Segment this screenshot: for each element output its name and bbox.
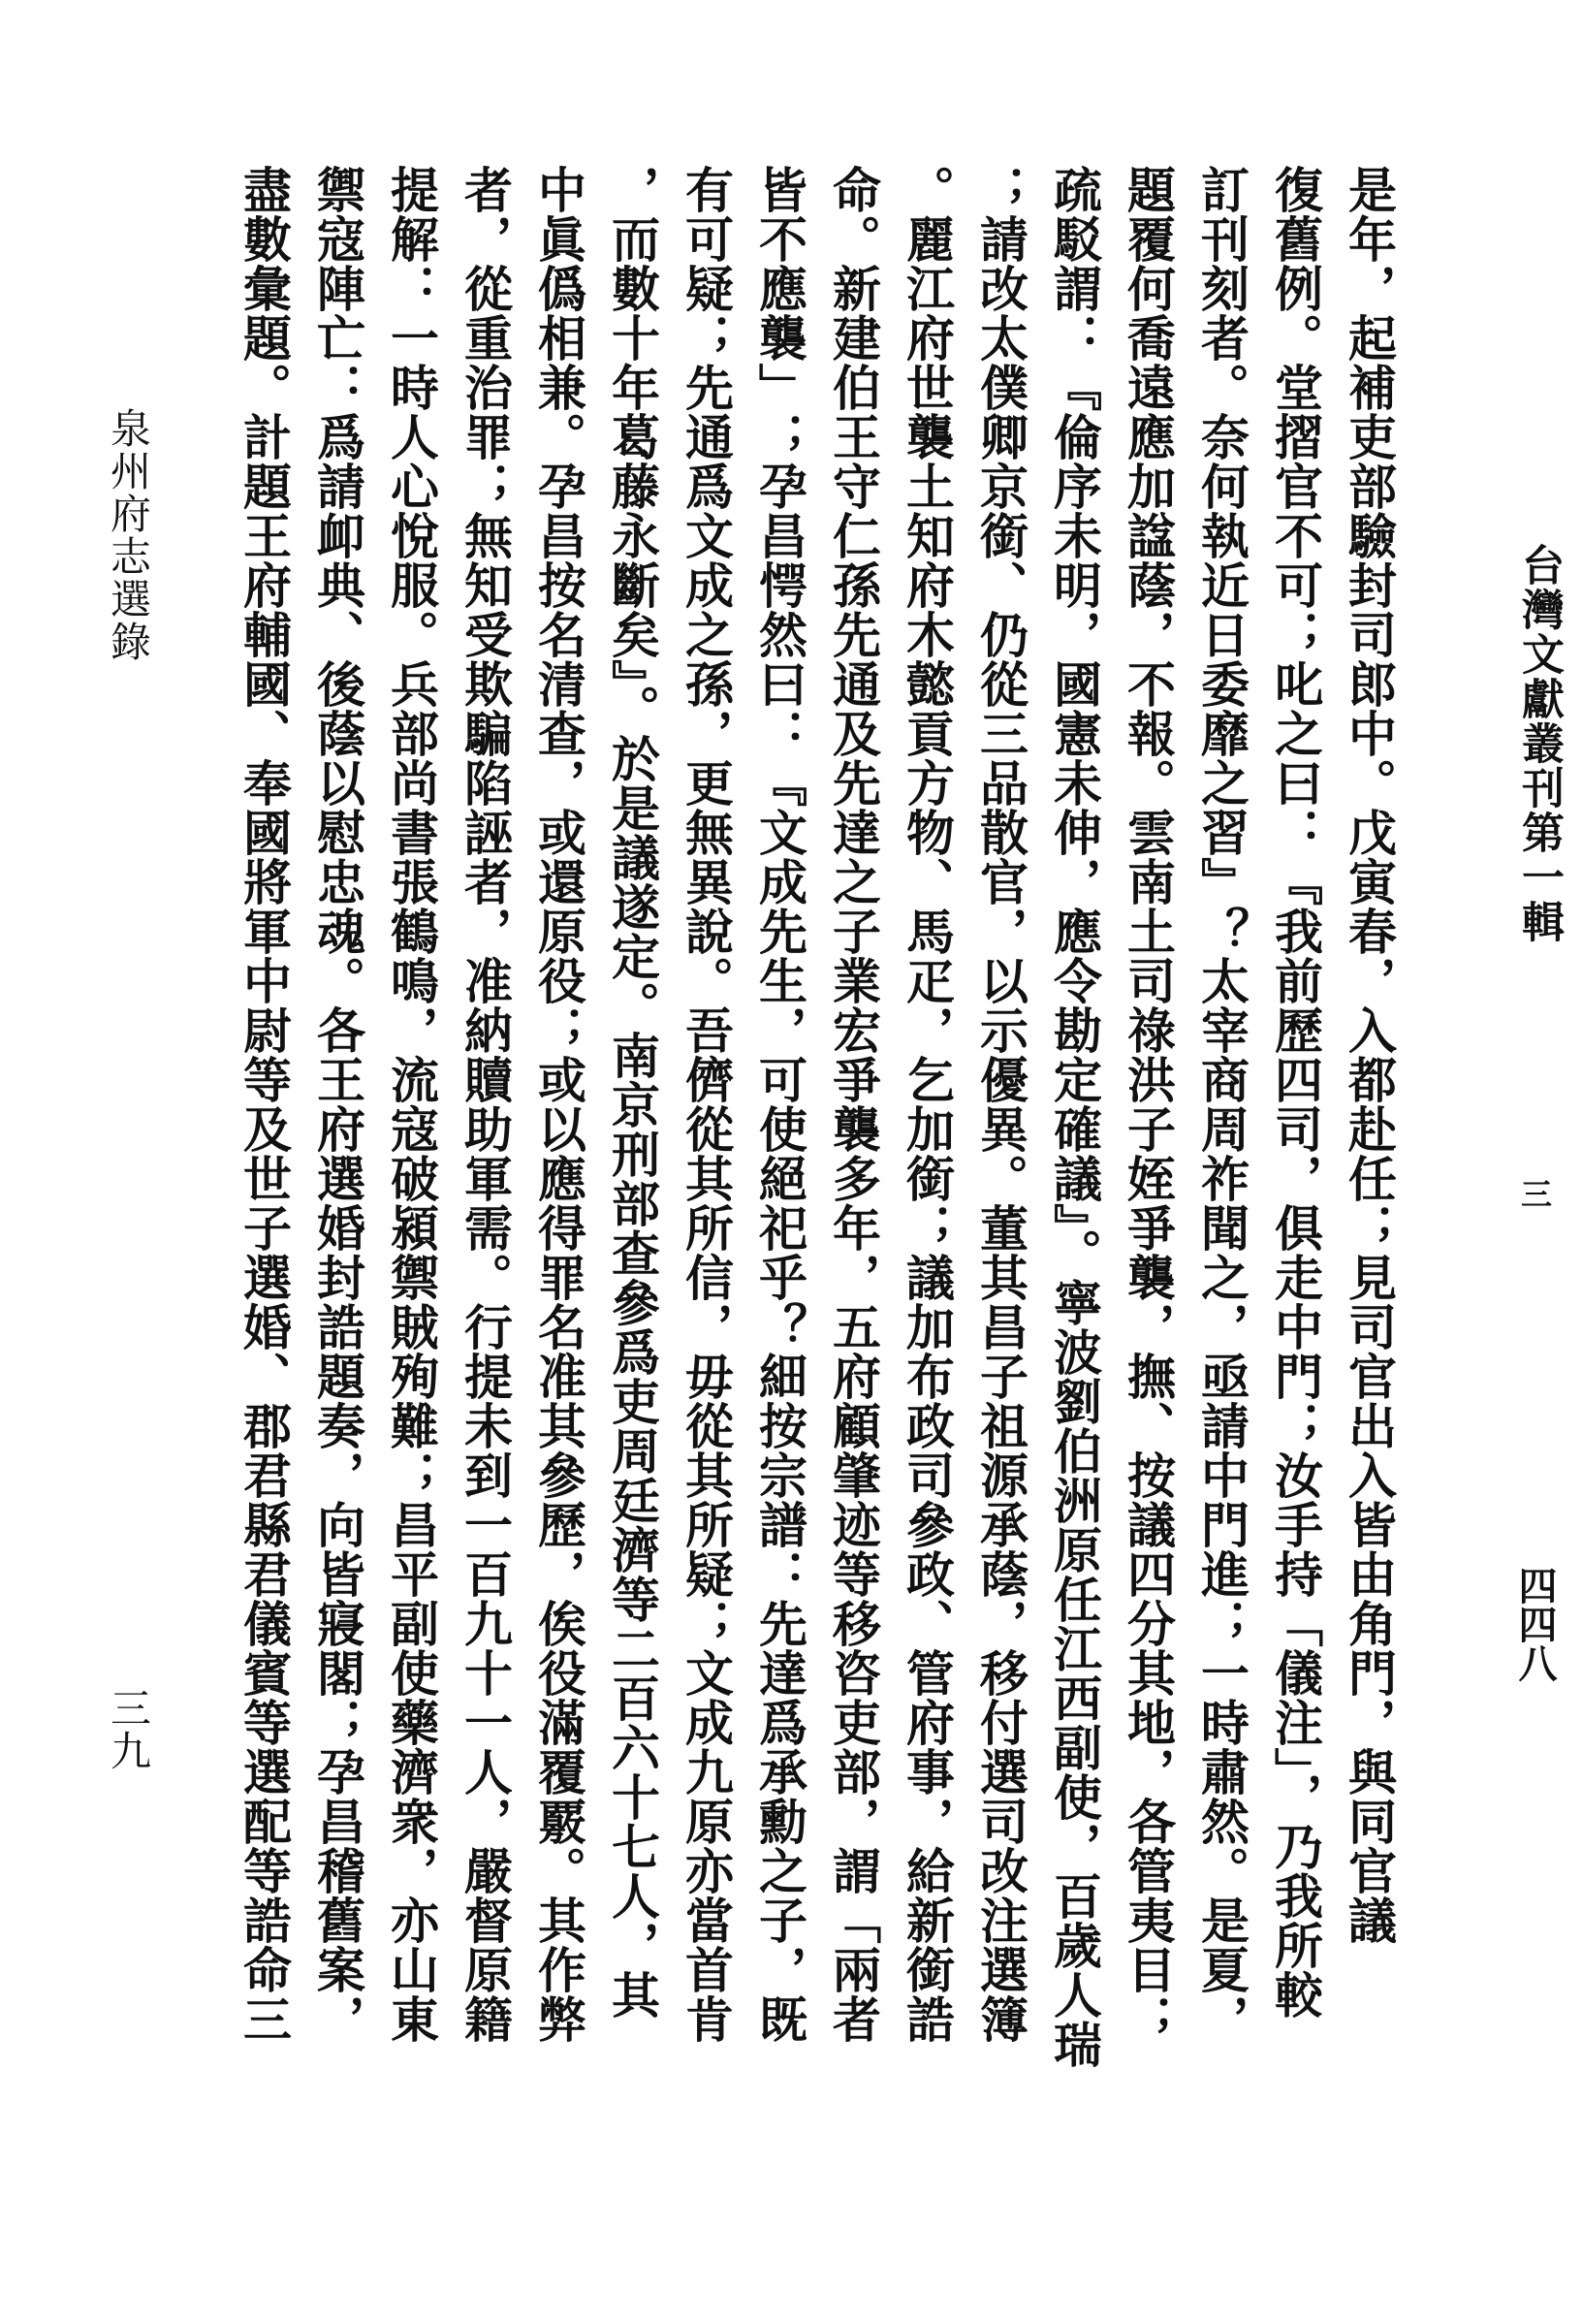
series-title: 台灣文獻叢刊第一輯 (1514, 543, 1564, 944)
text-column: 訂刊刻者。奈何執近日委靡之習』？太宰商周祚聞之，亟請中門進；一時肅然。是夏， (1193, 165, 1250, 2044)
page-number: 三九 (105, 1687, 152, 1772)
text-column: 者，從重治罪；無知受欺騙陷誣者，准納贖助軍需。行提未到一百九十一人，嚴督原籍 (457, 165, 514, 2044)
text-column: 題覆何喬遠應加諡蔭，不報。雲南土司祿洪子姪爭襲，撫、按議四分其地，各管夷目； (1120, 165, 1177, 2044)
header-seal: 四四八 (1512, 1566, 1558, 1682)
body-text (184, 165, 1406, 2123)
text-column: ；請改太僕卿京銜、仍從三品散官，以示優異。董其昌子祖源承蔭，移付選司改注選簿 (972, 165, 1029, 2044)
header-mark: 三 (1516, 1178, 1553, 1209)
text-column: 盡數彙題。計題王府輔國、奉國將軍中尉等及世子選婚、郡君縣君儀賓等選配等誥命三 (236, 165, 293, 2044)
text-column: 。麗江府世襲土知府木懿貢方物、馬疋，乞加銜；議加布政司參政、管府事，給新銜誥 (899, 165, 956, 2044)
text-column: 疏駁謂：『倫序未明，國憲未伸，應令勘定確議』。寧波劉伯洲原任江西副使，百歲人瑞 (1046, 165, 1103, 2069)
text-column: 皆不應襲」；孕昌愕然曰：『文成先生，可使絕祀乎？細按宗譜：先達爲承勳之子，既 (751, 165, 808, 2044)
text-column: 中眞僞相兼。孕昌按名清查，或還原役；或以應得罪名准其參歷，俟役滿覆覈。其作弊 (530, 165, 587, 2044)
text-column: 提解：一時人心悅服。兵部尚書張鶴鳴，流寇破潁禦賊殉難；昌平副使藥濟衆，亦山東 (383, 165, 440, 2044)
book-title: 泉州府志選錄 (105, 407, 152, 663)
text-column: 禦寇陣亡：爲請卹典、後蔭以慰忠魂。各王府選婚封誥題奏，向皆寢閣；孕昌稽舊案， (309, 165, 366, 2044)
text-column: 有可疑；先通爲文成之孫，更無異說。吾儕從其所信，毋從其所疑；文成九原亦當首肯 (678, 165, 735, 2044)
text-column: ，而數十年葛藤永斷矣』。於是議遂定。南京刑部查參爲吏周廷濟等二百六十七人，其 (604, 165, 661, 2020)
text-column: 是年，起補吏部驗封司郎中。戊寅春，入都赴任；見司官出入皆由角門，與同官議 (1341, 165, 1398, 1945)
text-column: 復舊例。堂摺官不可；叱之曰：『我前歷四司，俱走中門；汝手持「儀注」，乃我所較 (1267, 165, 1324, 2020)
text-column: 命。新建伯王守仁孫先通及先達之子業宏爭襲多年，五府顧肇迹等移咨吏部，謂「兩者 (825, 165, 882, 2044)
